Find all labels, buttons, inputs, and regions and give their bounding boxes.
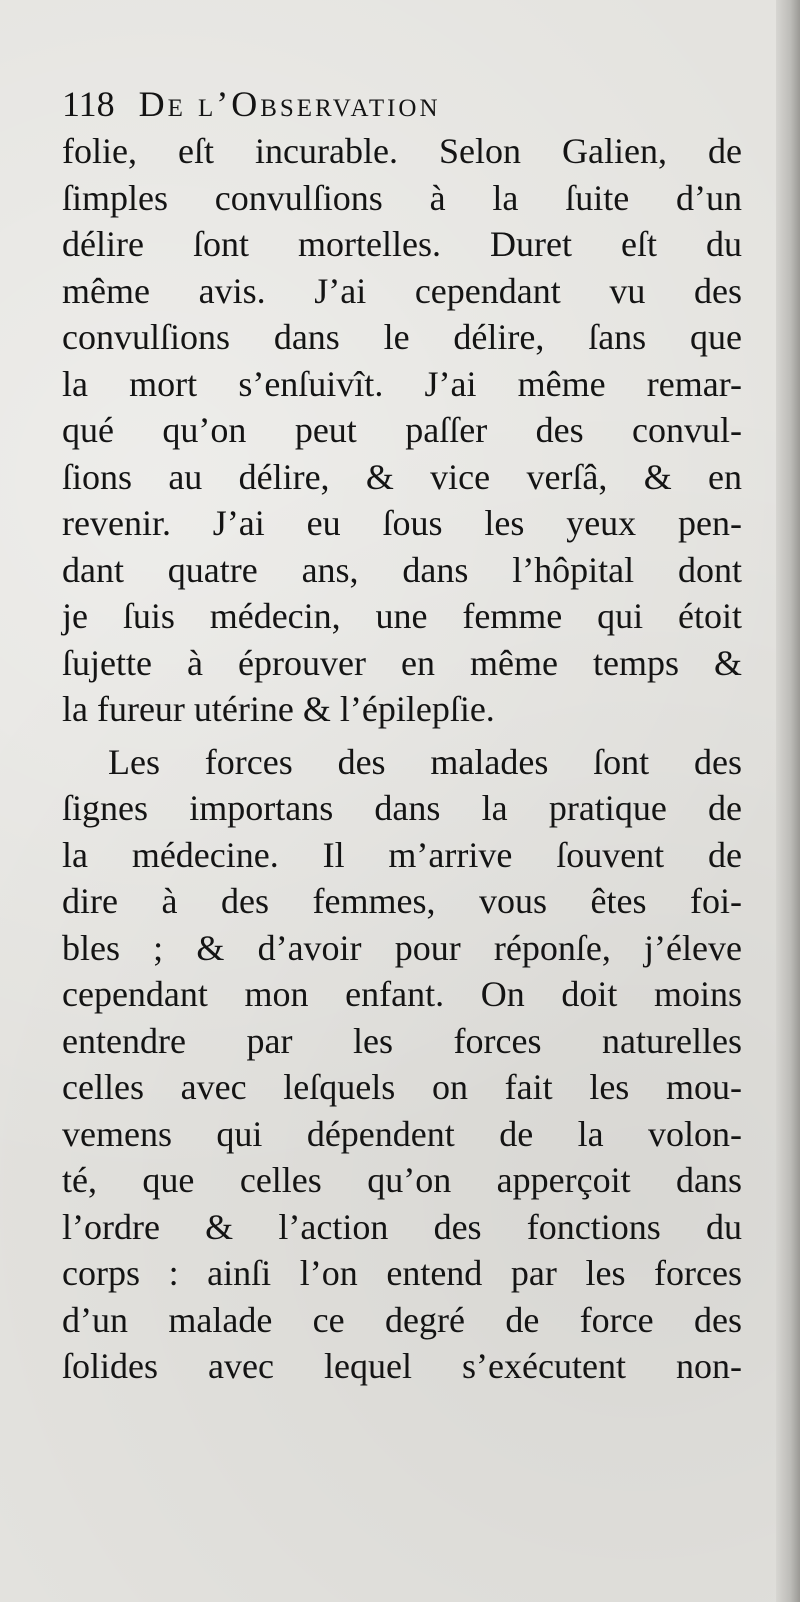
text-line: vemens qui dépendent de la volon-	[62, 1113, 742, 1154]
page-number: 118	[62, 84, 115, 124]
text-line: revenir. J’ai eu ſous les yeux pen-	[62, 503, 742, 543]
text-line: té, que celles qu’on apperçoit dans	[62, 1160, 742, 1200]
running-title: De l’Observation	[138, 84, 441, 124]
text-line: l’ordre & l’action des fonctions du	[62, 1206, 742, 1247]
text-line: la fureur utérine & l’épilepſie.	[62, 689, 495, 729]
text-line: je ſuis médecin, une femme qui étoit	[62, 596, 742, 636]
text-line: ſolides avec lequel s’exécutent non-	[62, 1346, 742, 1386]
text-line: celles avec leſquels on fait les mou-	[62, 1067, 742, 1107]
text-line: cependant mon enfant. On doit moins	[62, 974, 742, 1014]
text-line: convulſions dans le délire, ſans que	[62, 317, 742, 357]
page-edge-shadow	[776, 0, 800, 1602]
text-line: ſions au délire, & vice verſâ, & en	[62, 456, 742, 497]
text-line: qué qu’on peut paſſer des convul-	[62, 410, 742, 450]
text-line: même avis. J’ai cependant vu des	[62, 270, 742, 311]
text-line: corps : ainſi l’on entend par les forces	[62, 1253, 742, 1293]
text-line: délire ſont mortelles. Duret eſt du	[62, 224, 742, 264]
text-line: bles ; & d’avoir pour réponſe, j’éleve	[62, 927, 742, 968]
text-line: ſujette à éprouver en même temps &	[62, 642, 742, 683]
text-line: dire à des femmes, vous êtes foi-	[62, 881, 742, 921]
text-line: dant quatre ans, dans l’hôpital dont	[62, 549, 742, 590]
running-head	[62, 78, 762, 130]
body-text	[62, 128, 742, 1390]
text-line: ſimples convulſions à la ſuite d’un	[62, 177, 742, 218]
text-line: folie, eſt incurable. Selon Galien, de	[62, 131, 742, 171]
text-line: entendre par les forces naturelles	[62, 1020, 742, 1061]
text-line: la médecine. Il m’arrive ſouvent de	[62, 834, 742, 875]
text-line: d’un malade ce degré de force des	[62, 1299, 742, 1340]
text-line: Les forces des malades ſont des	[108, 741, 742, 782]
text-line: la mort s’enſuivît. J’ai même remar-	[62, 363, 742, 404]
text-line: ſignes importans dans la pratique de	[62, 788, 742, 828]
